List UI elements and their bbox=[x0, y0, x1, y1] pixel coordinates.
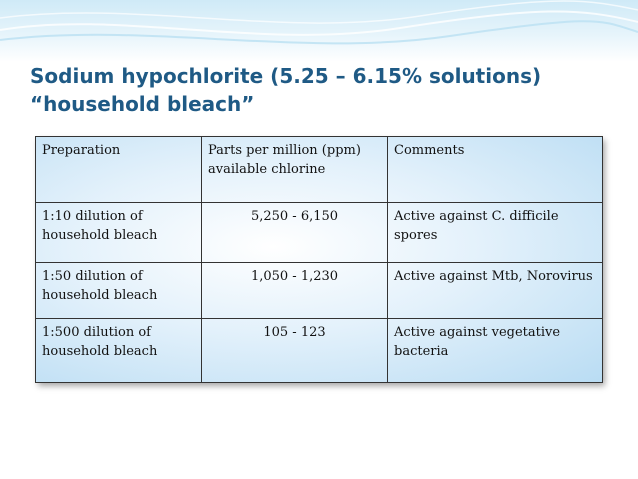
slide-title bbox=[30, 62, 620, 118]
cell-ppm: 105 - 123 bbox=[202, 319, 388, 383]
decorative-header-band bbox=[0, 0, 638, 62]
header-comments: Comments bbox=[388, 137, 603, 203]
title-line-2: “household bleach” bbox=[30, 92, 255, 116]
table-row bbox=[36, 319, 603, 383]
cell-ppm: 1,050 - 1,230 bbox=[202, 263, 388, 319]
cell-comments: Active against Mtb, Norovirus bbox=[388, 263, 603, 319]
title-line-1: Sodium hypochlorite (5.25 – 6.15% solutions) bbox=[30, 64, 542, 88]
table-row bbox=[36, 203, 603, 263]
wave-decoration bbox=[0, 0, 638, 62]
cell-comments: Active against vegetative bacteria bbox=[388, 319, 603, 383]
dilution-table-container bbox=[35, 136, 602, 382]
cell-preparation: 1:50 dilution of household bleach bbox=[36, 263, 202, 319]
cell-comments: Active against C. difficile spores bbox=[388, 203, 603, 263]
cell-preparation: 1:10 dilution of household bleach bbox=[36, 203, 202, 263]
table-header-row bbox=[36, 137, 603, 203]
header-ppm: Parts per million (ppm) available chlorine bbox=[202, 137, 388, 203]
header-preparation: Preparation bbox=[36, 137, 202, 203]
cell-ppm: 5,250 - 6,150 bbox=[202, 203, 388, 263]
table-row bbox=[36, 263, 603, 319]
cell-preparation: 1:500 dilution of household bleach bbox=[36, 319, 202, 383]
dilution-table bbox=[35, 136, 603, 383]
